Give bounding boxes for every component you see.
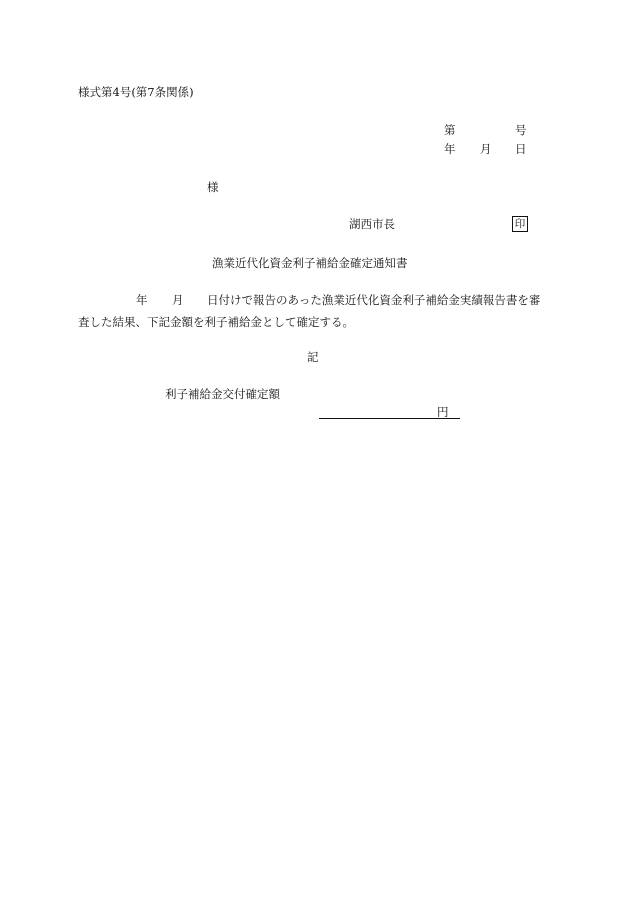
amount-label: 利子補給金交付確定額 bbox=[165, 387, 280, 401]
form-number-label: 様式第4号(第7条関係) bbox=[78, 85, 194, 99]
body-line-2: 査した結果、下記金額を利子補給金として確定する。 bbox=[78, 315, 354, 329]
addressee-suffix: 様 bbox=[207, 180, 219, 194]
doc-number-suffix: 号 bbox=[515, 123, 527, 137]
doc-number-prefix: 第 bbox=[444, 123, 456, 137]
document-title: 漁業近代化資金利子補給金確定通知書 bbox=[212, 256, 408, 270]
amount-underline bbox=[319, 418, 460, 419]
date-day: 日 bbox=[515, 142, 527, 156]
date-month: 月 bbox=[480, 142, 492, 156]
date-year: 年 bbox=[444, 142, 456, 156]
yen-unit: 円 bbox=[437, 405, 449, 419]
ki-heading: 記 bbox=[307, 350, 319, 364]
body-month: 月 bbox=[172, 293, 184, 307]
issuer-name: 湖西市長 bbox=[349, 217, 395, 231]
body-year: 年 bbox=[136, 293, 148, 307]
official-seal-mark: 印 bbox=[512, 216, 528, 232]
body-line-1: 日付けで報告のあった漁業近代化資金利子補給金実績報告書を審 bbox=[207, 293, 541, 307]
